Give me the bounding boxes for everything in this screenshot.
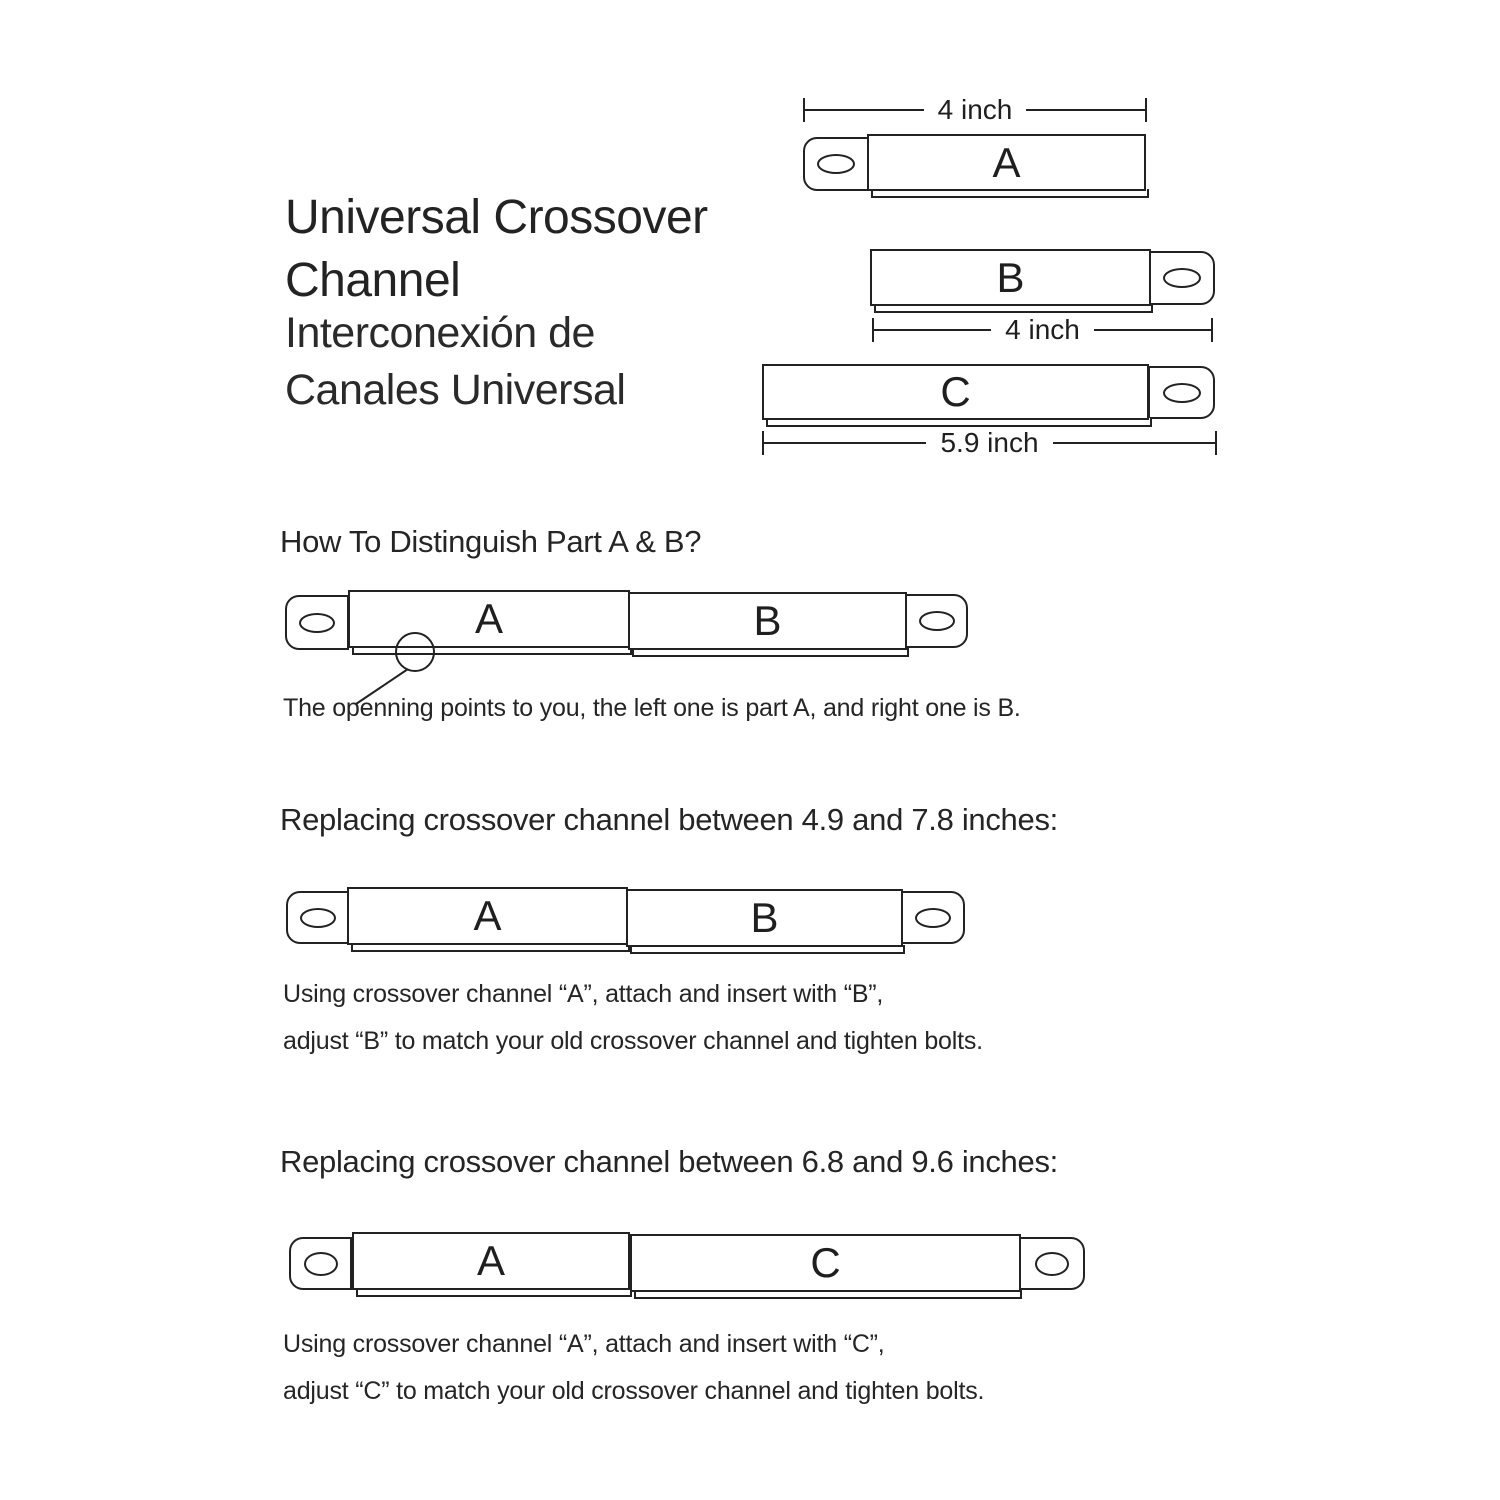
bolt-hole-icon <box>817 154 855 174</box>
assembly3-part-c-body <box>630 1234 1021 1292</box>
dimension-line-part-a <box>803 94 1147 125</box>
part-a-label: A <box>992 138 1021 186</box>
part-b-label: B <box>753 597 782 644</box>
part-a-label: A <box>473 892 502 939</box>
product-title <box>285 186 708 312</box>
part-b-end-tab <box>1149 251 1215 305</box>
part-b-body <box>870 249 1151 306</box>
product-title-spanish-line1: Interconexión de <box>285 309 595 357</box>
bolt-hole-icon <box>915 908 951 928</box>
part-a-end-tab <box>803 137 869 191</box>
part-c-label: C <box>810 1239 841 1286</box>
bolt-hole-icon <box>299 613 335 633</box>
part-c-label: C <box>940 368 971 415</box>
part-b-label: B <box>996 253 1025 301</box>
assembly2-part-a-body <box>347 887 628 945</box>
assembly3-right-tab <box>1019 1237 1085 1290</box>
dimension-line-segment <box>1094 329 1211 331</box>
assembly1-right-tab <box>905 594 968 648</box>
dimension-line-segment <box>764 442 926 444</box>
product-title-spanish <box>285 305 625 419</box>
dimension-label-part-c: 5.9 inch <box>940 427 1039 458</box>
part-a-label: A <box>474 595 503 642</box>
assembly1-left-tab <box>285 595 349 650</box>
section3-caption-line1: Using crossover channel “A”, attach and insert with “C”, <box>283 1330 885 1358</box>
dimension-line-part-c <box>762 427 1217 458</box>
dimension-line-segment <box>805 109 924 111</box>
part-a-label: A <box>476 1237 505 1284</box>
assembly2-part-b-body <box>626 889 903 947</box>
section2-heading: Replacing crossover channel between 4.9 and 7.8 inches: <box>280 802 1058 837</box>
section2-caption-line1: Using crossover channel “A”, attach and insert with “B”, <box>283 980 884 1008</box>
section2-caption-line2: adjust “B” to match your old crossover channel and tighten bolts. <box>283 1027 983 1055</box>
section3-caption-line2: adjust “C” to match your old crossover channel and tighten bolts. <box>283 1377 985 1405</box>
dimension-line-segment <box>1026 109 1145 111</box>
dimension-label-part-a: 4 inch <box>937 94 1013 125</box>
part-c-body <box>762 364 1149 420</box>
bolt-hole-icon <box>919 611 955 631</box>
bolt-hole-icon <box>1035 1252 1069 1276</box>
bolt-hole-icon <box>304 1252 338 1276</box>
product-title-line2: Channel <box>285 254 461 307</box>
bolt-hole-icon <box>300 908 336 928</box>
dimension-line-segment <box>1053 442 1215 444</box>
assembly2-left-tab <box>286 891 349 944</box>
part-c-end-tab <box>1148 366 1215 419</box>
bolt-hole-icon <box>1163 383 1201 403</box>
assembly2-right-tab <box>901 891 965 944</box>
part-b-label: B <box>750 894 779 941</box>
dimension-label-part-b: 4 inch <box>1005 314 1080 345</box>
bolt-hole-icon <box>1163 268 1201 288</box>
dimension-line-segment <box>874 329 991 331</box>
product-title-line1: Universal Crossover <box>285 191 708 244</box>
section1-caption: The openning points to you, the left one is part A, and right one is B. <box>283 694 1021 722</box>
assembly1-part-a-body <box>348 590 630 648</box>
part-a-body <box>867 134 1146 191</box>
assembly3-part-a-body <box>352 1232 630 1290</box>
callout-line <box>350 664 414 708</box>
product-title-spanish-line2: Canales Universal <box>285 366 626 414</box>
section1-heading: How To Distinguish Part A & B? <box>280 524 702 559</box>
assembly1-part-b-body <box>628 592 907 650</box>
assembly3-left-tab <box>289 1237 352 1290</box>
dimension-line-part-b <box>872 314 1213 345</box>
section3-heading: Replacing crossover channel between 6.8 and 9.6 inches: <box>280 1144 1058 1179</box>
